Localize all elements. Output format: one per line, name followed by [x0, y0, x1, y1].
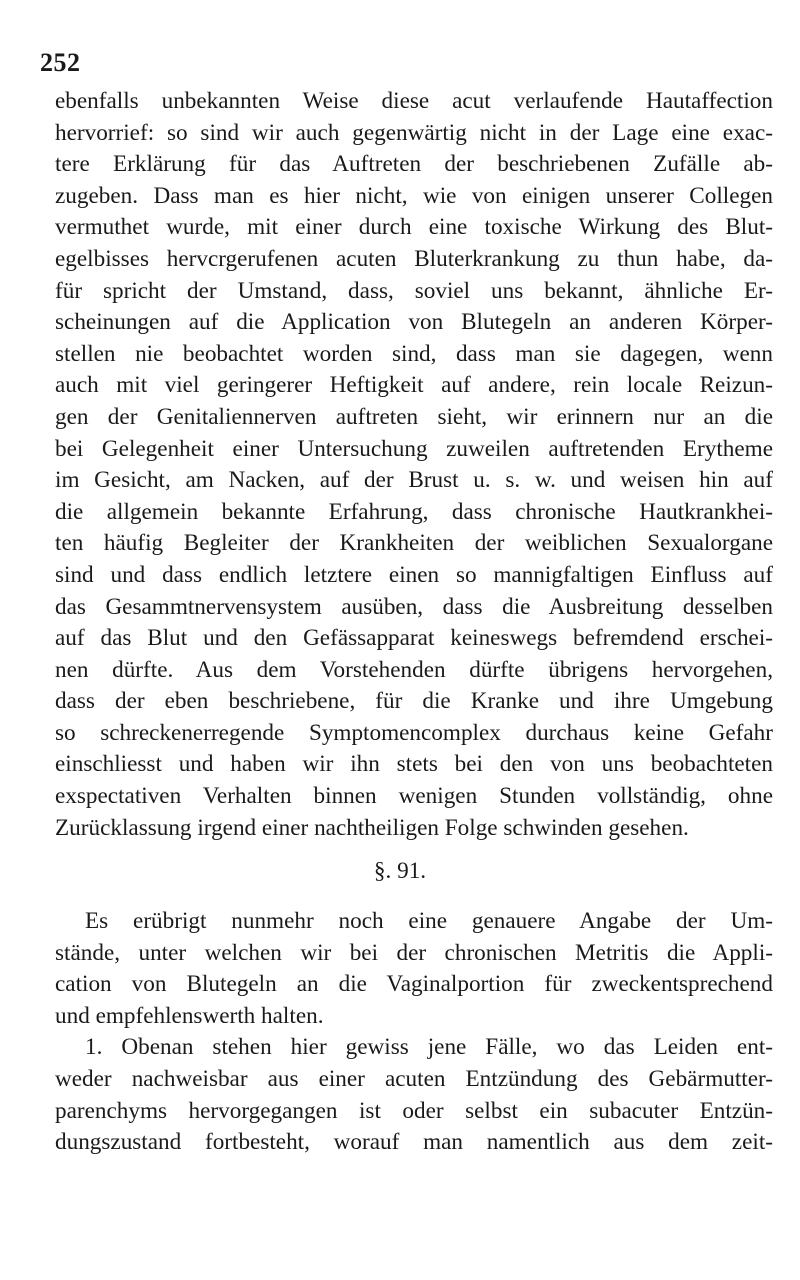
section-heading: §. 91.: [373, 858, 427, 884]
text-line: einschliesst und haben wir ihn stets bei den von uns beobachteten: [55, 751, 773, 778]
text-line: ebenfalls unbekannten Weise diese acut verlaufende Hautaffection: [55, 88, 773, 114]
text-line: Zurücklassung irgend einer nachtheiligen Folge schwinden gesehen.: [55, 814, 689, 841]
text-line: stellen nie beobachtet worden sind, dass man sie dagegen, wenn: [55, 340, 773, 367]
text-line: und empfehlenswerth halten.: [55, 1002, 324, 1029]
text-line: 1. Obenan stehen hier gewiss jene Fälle, wo das Leiden ent-: [85, 1034, 773, 1061]
text-line: das Gesammtnervensystem ausüben, dass die Ausbreitung desselben: [55, 593, 773, 620]
text-line: scheinungen auf die Application von Blutegeln an anderen Körper-: [55, 309, 773, 336]
text-line: auch mit viel geringerer Heftigkeit auf andere, rein locale Reizun-: [55, 372, 773, 399]
page-number: 252: [40, 48, 81, 77]
text-line: vermuthet wurde, mit einer durch eine toxische Wirkung des Blut-: [55, 214, 773, 241]
text-line: tere Erklärung für das Auftreten der beschriebenen Zufälle ab-: [55, 151, 773, 178]
text-line: dungszustand fortbesteht, worauf man namentlich aus dem zeit-: [55, 1129, 773, 1156]
text-line: exspectativen Verhalten binnen wenigen Stunden vollständig, ohne: [55, 783, 773, 810]
text-line: dass der eben beschriebene, für die Kranke und ihre Umgebung: [55, 688, 773, 715]
text-line: gen der Genitaliennerven auftreten sieht, wir erinnern nur an die: [55, 403, 773, 430]
text-line: cation von Blutegeln an die Vaginalportion für zweckentsprechend: [55, 971, 773, 998]
text-line: ten häufig Begleiter der Krankheiten der weiblichen Sexualorgane: [55, 530, 773, 557]
text-line: parenchyms hervorgegangen ist oder selbst ein subacuter Entzün-: [55, 1097, 773, 1124]
paragraph-continued: [55, 86, 773, 844]
text-line: weder nachweisbar aus einer acuten Entzündung des Gebärmutter-: [55, 1065, 773, 1092]
paragraph-section-91: [55, 906, 773, 1159]
text-line: so schreckenerregende Symptomencomplex durchaus keine Gefahr: [55, 719, 773, 746]
text-line: nen dürfte. Aus dem Vorstehenden dürfte übrigens hervorgehen,: [55, 656, 773, 683]
text-line: für spricht der Umstand, dass, soviel uns bekannt, ähnliche Er-: [55, 277, 773, 304]
text-line: die allgemein bekannte Erfahrung, dass chronische Hautkrankhei-: [55, 498, 773, 525]
text-line: hervorrief: so sind wir auch gegenwärtig nicht in der Lage eine exac-: [55, 119, 773, 146]
text-line: im Gesicht, am Nacken, auf der Brust u. s. w. und weisen hin auf: [55, 467, 773, 494]
text-line: Es erübrigt nunmehr noch eine genauere Angabe der Um-: [85, 908, 773, 934]
text-line: bei Gelegenheit einer Untersuchung zuweilen auftretenden Erytheme: [55, 435, 773, 462]
text-line: egelbisses hervcrgerufenen acuten Bluterkrankung zu thun habe, da-: [55, 245, 773, 272]
text-line: zugeben. Dass man es hier nicht, wie von einigen unserer Collegen: [55, 182, 773, 209]
text-line: auf das Blut und den Gefässapparat keineswegs befremdend erschei-: [55, 625, 773, 652]
text-line: sind und dass endlich letztere einen so mannigfaltigen Einfluss auf: [55, 561, 773, 588]
text-line: stände, unter welchen wir bei der chronischen Metritis die Appli-: [55, 939, 773, 966]
